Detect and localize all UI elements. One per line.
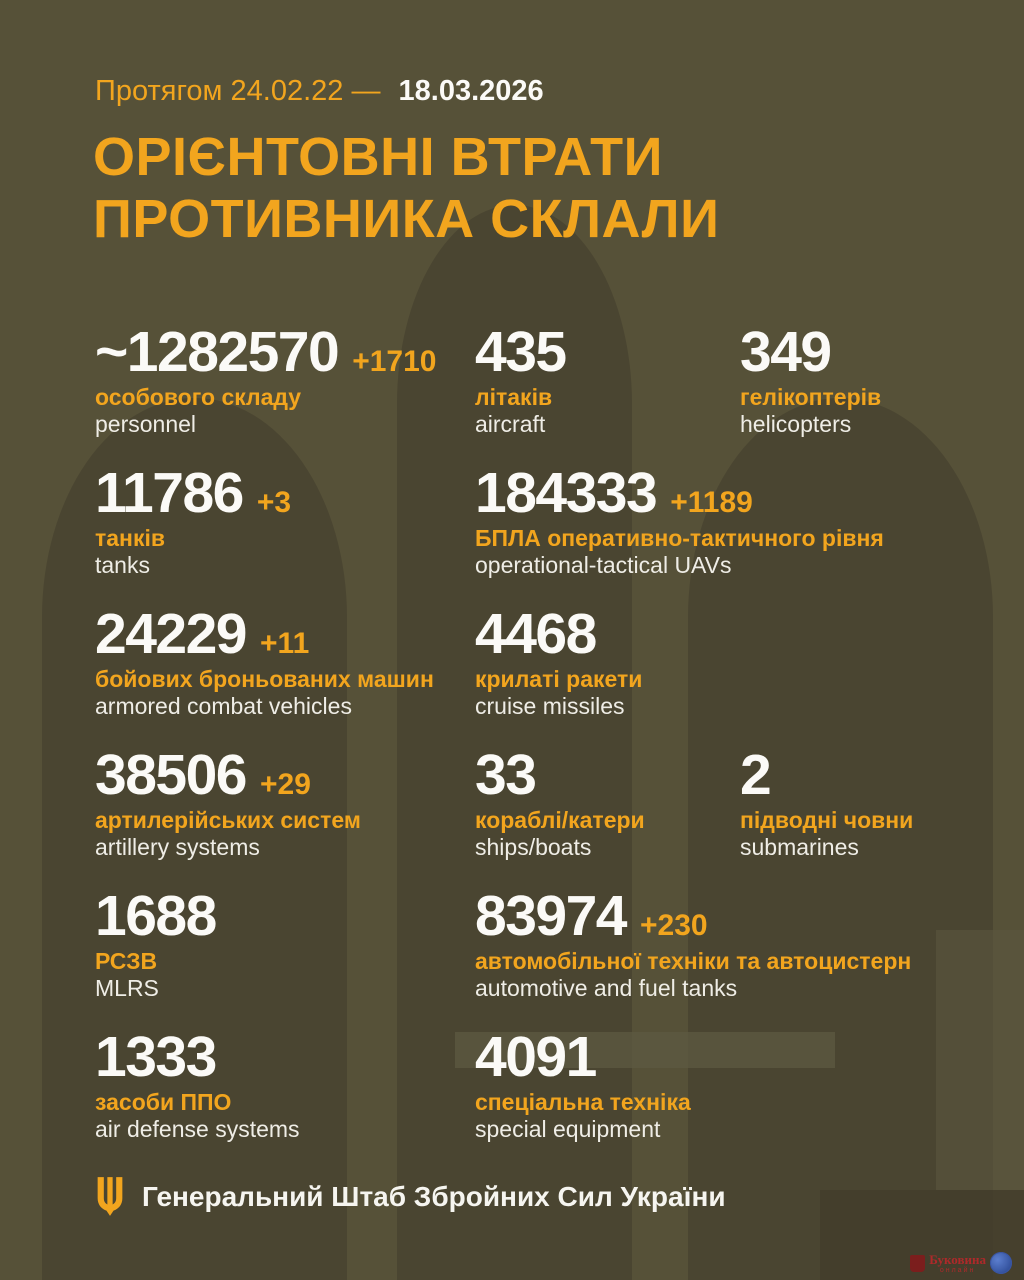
label-uk: спеціальна техніка xyxy=(475,1089,691,1115)
label-uk: танків xyxy=(95,525,165,551)
stat-aircraft xyxy=(475,320,740,438)
stat-value: 435 xyxy=(475,320,566,384)
label-uk: гелікоптерів xyxy=(740,384,882,410)
label-uk: крилаті ракети xyxy=(475,666,643,692)
watermark-sub: онлайн xyxy=(939,1266,976,1274)
stat-value: 24229 xyxy=(95,602,247,666)
label-uk: БПЛА оперативно-тактичного рівня xyxy=(475,525,884,551)
label-en: air defense systems xyxy=(95,1116,300,1142)
stats-row-3 xyxy=(95,602,996,746)
period-date: 18.03.2026 xyxy=(398,75,544,107)
stat-delta: +3 xyxy=(256,486,292,519)
label-en: cruise missiles xyxy=(475,693,625,719)
stats-row-4 xyxy=(95,743,996,887)
stat-delta: +29 xyxy=(260,768,311,801)
label-uk: засоби ППО xyxy=(95,1089,232,1115)
stat-value: 2 xyxy=(740,743,771,807)
stat-automotive-fuel-tanks xyxy=(475,884,996,1002)
label-uk: РСЗВ xyxy=(95,948,158,974)
stats-row-6 xyxy=(95,1025,996,1169)
stats-row-1 xyxy=(95,320,996,464)
page-title-line1: ОРІЄНТОВНІ ВТРАТИ xyxy=(93,127,663,187)
stat-helicopters xyxy=(740,320,996,438)
losses-grid xyxy=(95,320,996,1169)
period-prefix: Протягом 24.02.22 — xyxy=(95,75,381,107)
stat-value: 38506 xyxy=(95,743,247,807)
stat-delta: +1189 xyxy=(670,486,753,519)
label-en: MLRS xyxy=(95,975,159,1001)
stat-value: 83974 xyxy=(475,884,627,948)
label-en: personnel xyxy=(95,411,197,437)
label-en: special equipment xyxy=(475,1116,661,1142)
stat-armored-combat-vehicles xyxy=(95,602,475,720)
watermark-texts xyxy=(929,1253,986,1274)
source-text: Генеральний Штаб Збройних Сил України xyxy=(142,1180,726,1212)
tryzub-icon xyxy=(95,1176,125,1217)
stat-mlrs xyxy=(95,884,475,1002)
label-en: ships/boats xyxy=(475,834,592,860)
watermark-shield-icon xyxy=(910,1255,925,1272)
label-en: artillery systems xyxy=(95,834,260,860)
stats-row-5 xyxy=(95,884,996,1028)
stat-value: 184333 xyxy=(475,461,657,525)
stat-value: ~1282570 xyxy=(95,320,339,384)
page-title xyxy=(93,126,719,250)
stat-value: 349 xyxy=(740,320,831,384)
page-title-line2: ПРОТИВНИКА СКЛАЛИ xyxy=(93,189,720,249)
label-uk: кораблі/катери xyxy=(475,807,645,833)
label-en: submarines xyxy=(740,834,859,860)
stat-tanks xyxy=(95,461,475,579)
stat-cruise-missiles xyxy=(475,602,996,720)
label-en: operational-tactical UAVs xyxy=(475,552,732,578)
stat-delta: +11 xyxy=(260,627,310,660)
stat-value: 33 xyxy=(475,743,536,807)
label-en: tanks xyxy=(95,552,150,578)
label-en: armored combat vehicles xyxy=(95,693,352,719)
label-uk: артилерійських систем xyxy=(95,807,361,833)
stat-uavs xyxy=(475,461,996,579)
stat-delta: +1710 xyxy=(352,345,437,378)
stat-artillery-systems xyxy=(95,743,475,861)
watermark-globe-icon xyxy=(990,1252,1012,1274)
label-en: helicopters xyxy=(740,411,852,437)
stat-value: 4468 xyxy=(475,602,596,666)
label-uk: літаків xyxy=(475,384,553,410)
label-uk: бойових броньованих машин xyxy=(95,666,434,692)
stat-value: 4091 xyxy=(475,1025,596,1089)
watermark-logo xyxy=(910,1252,1012,1274)
source-footer xyxy=(95,1176,726,1217)
stat-value: 11786 xyxy=(95,461,243,525)
stat-special-equipment xyxy=(475,1025,996,1143)
label-uk: особового складу xyxy=(95,384,302,410)
stat-personnel xyxy=(95,320,475,438)
stat-submarines xyxy=(740,743,996,861)
watermark-name: Буковина xyxy=(929,1251,986,1267)
label-en: automotive and fuel tanks xyxy=(475,975,738,1001)
label-en: aircraft xyxy=(475,411,546,437)
label-uk: підводні човни xyxy=(740,807,914,833)
stat-value: 1688 xyxy=(95,884,216,948)
period-line xyxy=(95,74,544,108)
stat-ships-boats xyxy=(475,743,740,861)
stat-value: 1333 xyxy=(95,1025,216,1089)
stat-delta: +230 xyxy=(640,909,708,942)
stats-row-2 xyxy=(95,461,996,605)
label-uk: автомобільної техніки та автоцистерн xyxy=(475,948,912,974)
stat-air-defense-systems xyxy=(95,1025,475,1143)
